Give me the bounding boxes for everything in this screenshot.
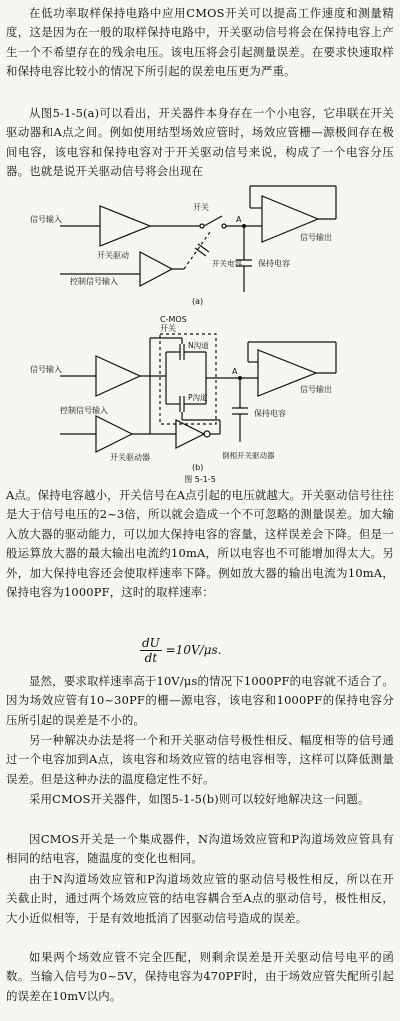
paragraph-9: 如果两个场效应管不完全匹配，则剩余误差是开关驱动信号电平的函数。当输入信号为0~5V，保持电容为470PF时，由于场效应管失配所引起的误差在10mV以内。 bbox=[6, 950, 394, 1003]
figure-b-label: (b) bbox=[192, 463, 204, 472]
paragraph-3: A点。保持电容越小，开关信号在A点引起的电压就越大。开关驱动信号往往是大于信号电压的2~3倍，所以就会造成一个不可忽略的测量误差。加大输入放大器的驱动能力，可以加大保持电容的容量，这样误差会下降。但是一般运算放大器的最大输出电流约10mA，所以电容也不可能增加得太大。另外，加大保持电容还会使取样速率下降。例如放大器的输出电流为10mA，保持电容为1000PF，这时的取样速率： bbox=[6, 488, 394, 600]
label-hold-capacitor-b: 保持电容 bbox=[254, 409, 286, 418]
label-switch-a: 开关 bbox=[193, 203, 209, 212]
circuit-diagram-b bbox=[0, 312, 400, 472]
label-node-a-b: A bbox=[232, 367, 238, 376]
label-switch-driver-b: 开关驱动器 bbox=[110, 453, 150, 462]
formula-numerator: dU bbox=[142, 636, 160, 650]
figure-a-label: (a) bbox=[192, 297, 204, 306]
label-signal-input-b: 信号输入 bbox=[30, 365, 62, 374]
paragraph-8: 由于N沟道场效应管和P沟道场效应管的驱动信号极性相反，所以在开关截止时，通过两个场效应管的结电容耦合至A点的驱动信号，极性相反，大小近似相等，于是有效地抵消了因驱动信号造成的误差。 bbox=[6, 872, 394, 925]
label-p-channel: P沟道 bbox=[188, 393, 208, 402]
paragraph-6: 采用CMOS开关器件，如图5-1-5(b)则可以较好地解决这一问题。 bbox=[29, 792, 370, 806]
label-switch-capacitance-a: 开关电容 bbox=[212, 259, 242, 268]
figure-caption: 图 5-1-5 bbox=[184, 475, 216, 484]
circuit-diagram-a bbox=[0, 182, 400, 307]
paragraph-1: 在低功率取样保持电路中应用CMOS开关可以提高工作速度和测量精度，这是因为在一般的取样保持电路中，开关驱动信号将会在保持电容上产生一个不希望存在的残余电压。该电压将会引起测量误差。在要求快速取样和保持电容比较小的情况下所引起的误差电压更为严重。 bbox=[6, 6, 394, 79]
label-inverter-driver-b: 倒相开关驱动器 bbox=[222, 451, 275, 460]
label-control-input-a: 控制信号输入 bbox=[70, 277, 118, 286]
label-hold-capacitor-a: 保持电容 bbox=[258, 259, 290, 268]
input-amplifier-b bbox=[96, 356, 140, 396]
paragraph-5: 另一种解决办法是将一个和开关驱动信号极性相反、幅度相等的信号通过一个电容加到A点，该电容和场效应管的结电容相等，这样可以降低测量误差。但是这种办法的温度稳定性不好。 bbox=[6, 733, 394, 786]
label-signal-input-a: 信号输入 bbox=[30, 215, 62, 224]
sampling-rate-formula bbox=[140, 636, 221, 665]
paragraph-7: 因CMOS开关是一个集成器件，N沟道场效应管和P沟道场效应管具有相同的结电容，随温度的变化也相同。 bbox=[6, 832, 394, 866]
label-cmos: C-MOS bbox=[160, 315, 187, 324]
formula-fraction bbox=[140, 636, 162, 665]
label-node-a: A bbox=[236, 215, 242, 224]
label-switch-driver-a: 开关驱动 bbox=[97, 251, 129, 260]
input-amplifier-a bbox=[100, 206, 150, 246]
label-signal-output-a: 信号输出 bbox=[300, 233, 332, 242]
paragraph-4: 显然，要求取样速率高于10V/μs的情况下1000PF的电容就不适合了。因为场效应管有10~30PF的栅—源电容，该电容和1000PF的保持电容分压所引起的误差是不小的。 bbox=[6, 674, 394, 727]
label-switch-b: 开关 bbox=[160, 324, 176, 333]
label-n-channel: N沟道 bbox=[188, 341, 209, 350]
formula-denominator: dt bbox=[144, 651, 158, 665]
switch-driver-a bbox=[140, 252, 172, 286]
paragraph-2: 从图5-1-5(a)可以看出，开关器件本身存在一个小电容，它串联在开关驱动器和A点之间。例如使用结型场效应管时，场效应管栅—源极间存在极间电容，该电容和保持电容对于开关驱动信号来说，构成了一个电容分压器。也就是说开关驱动信号将会出现在 bbox=[6, 106, 394, 179]
label-signal-output-b: 信号输出 bbox=[300, 385, 332, 394]
formula-rhs: =10V/μs. bbox=[165, 643, 222, 657]
switch-driver-b bbox=[96, 416, 132, 452]
label-control-input-b: 控制信号输入 bbox=[60, 406, 108, 415]
